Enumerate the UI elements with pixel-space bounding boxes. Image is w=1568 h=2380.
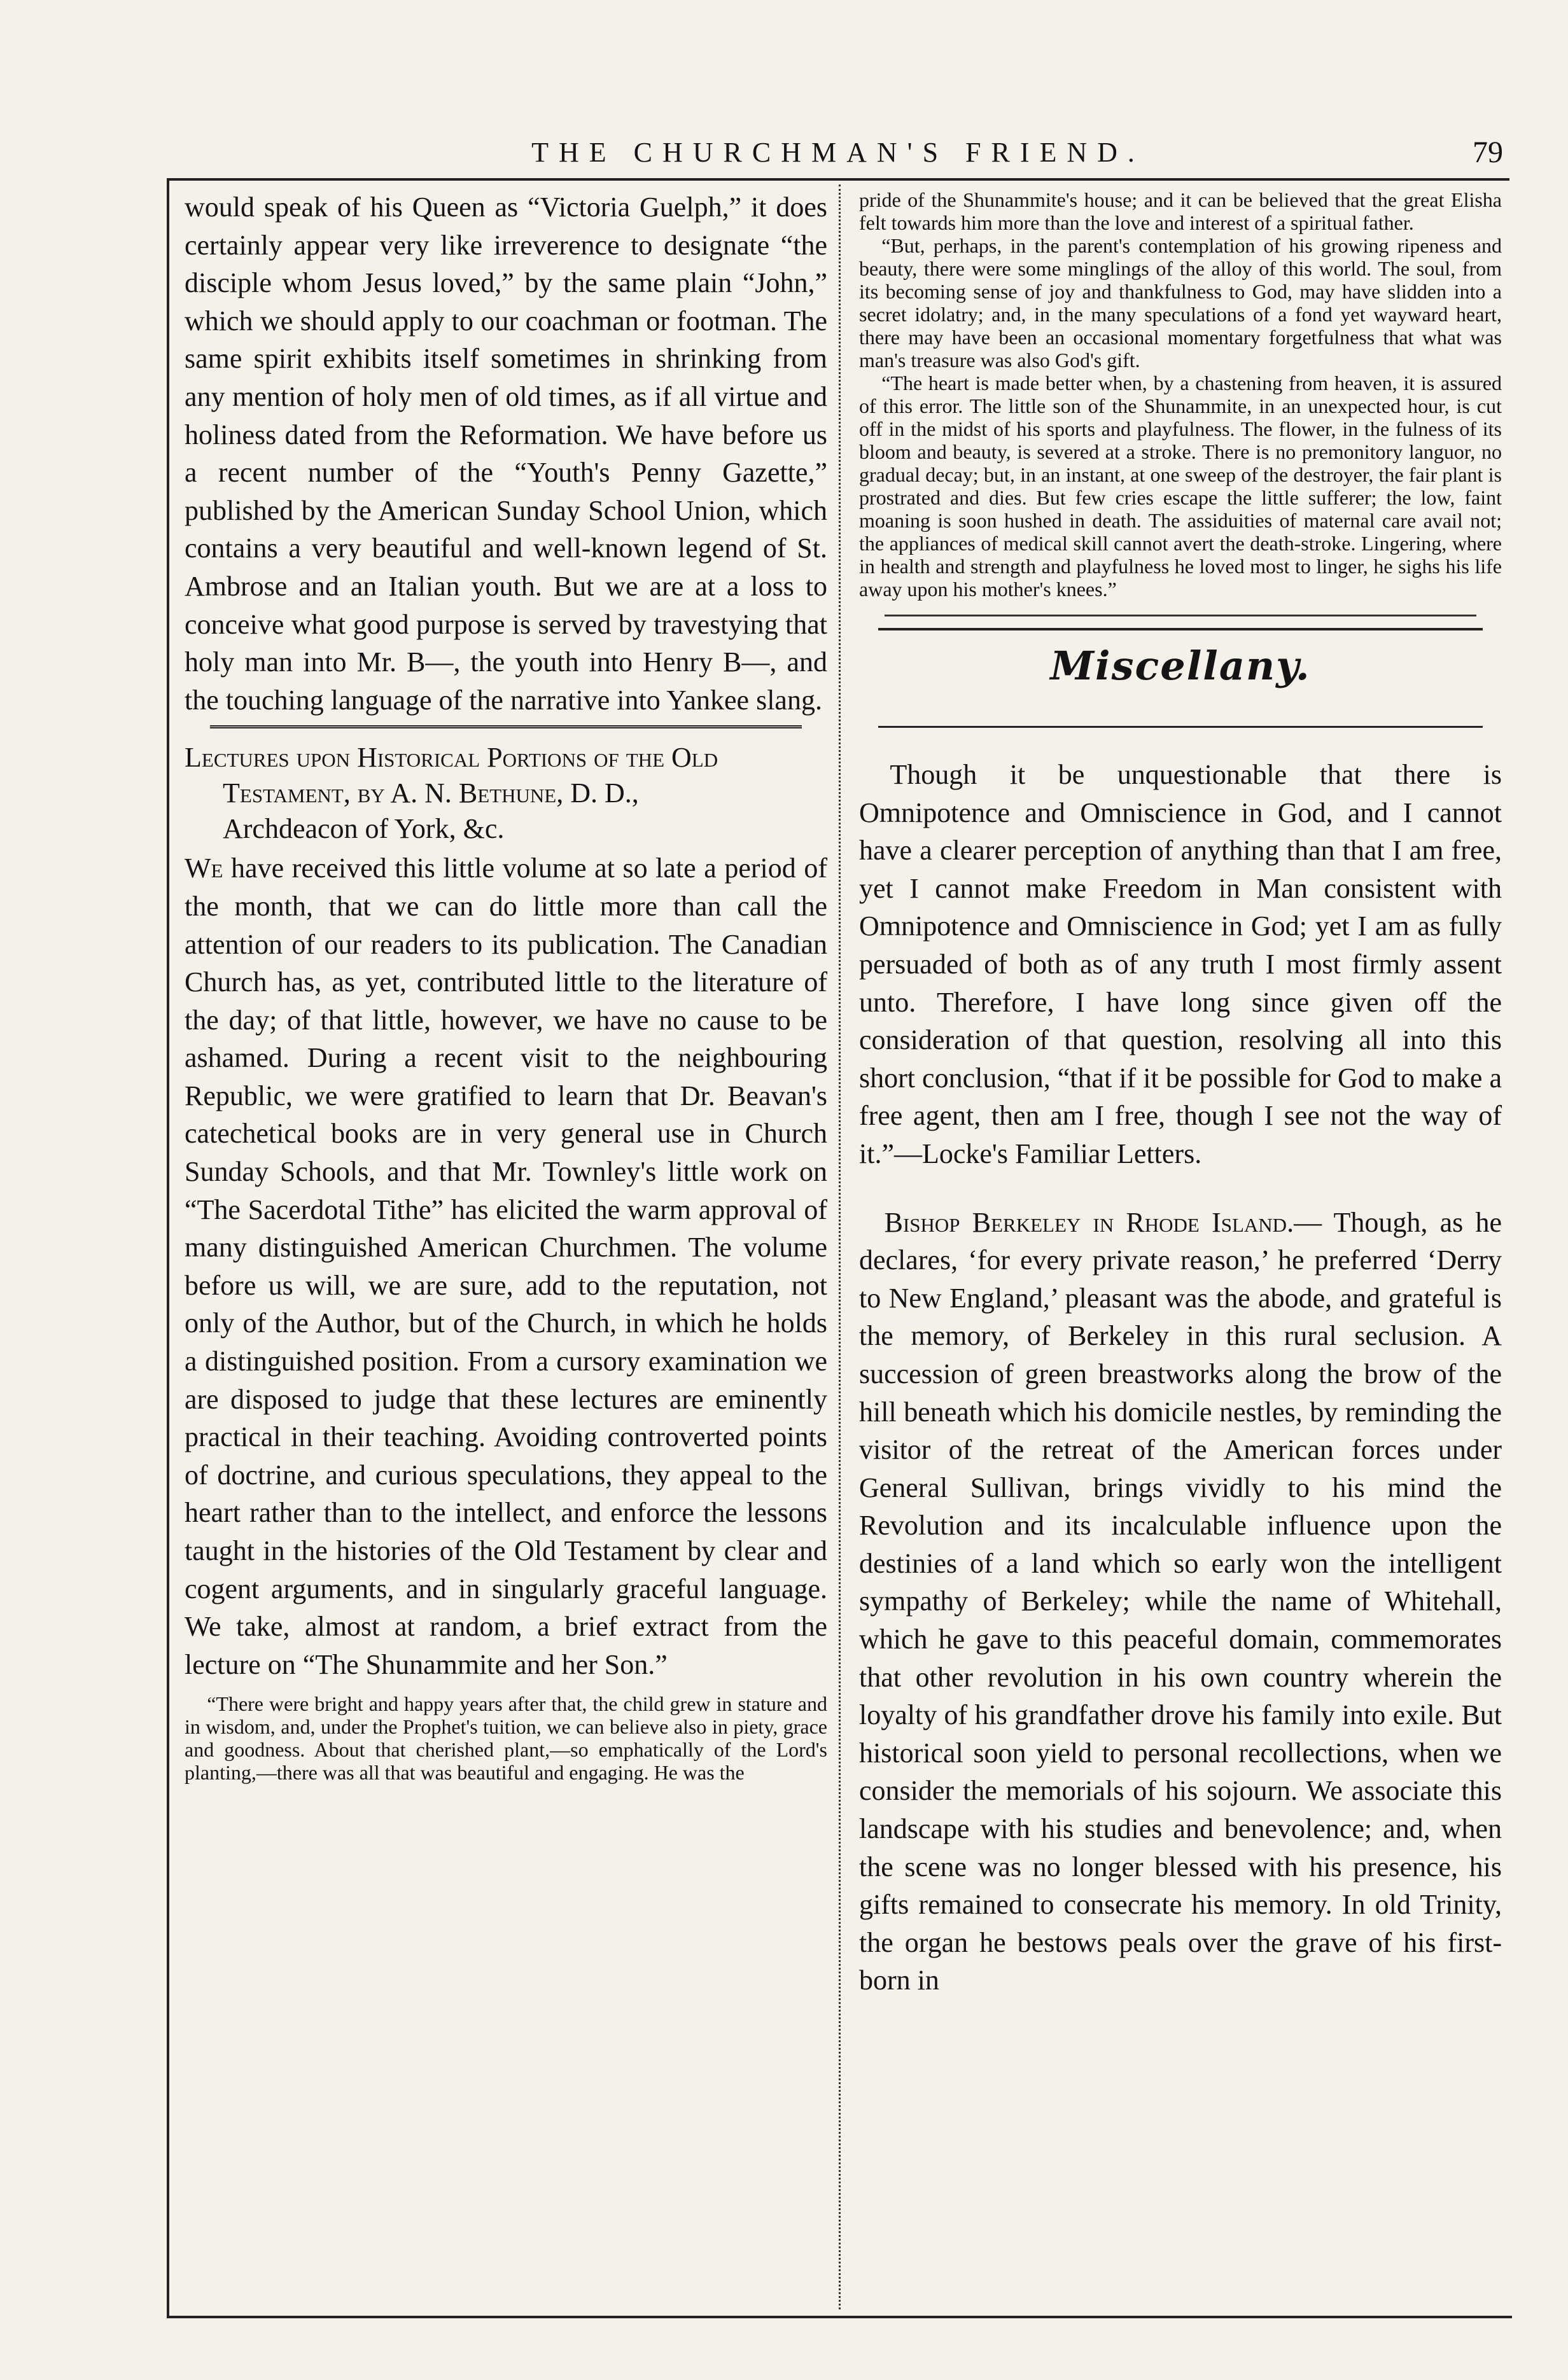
review-heading [185,740,827,847]
review-subtitle: Archdeacon of York, &c. [223,813,505,845]
column-rule [839,184,842,2309]
review-body [185,849,827,1683]
running-title: THE CHURCHMAN'S FRIEND. [531,137,1145,168]
section-divider-right [885,615,1476,616]
review-title: Lectures upon Historical Portions of the Old Testament, [185,742,718,809]
quote-paragraph-three: “The heart is made better when, by a chastening from heaven, it is assured of this error. The little son of the Shunammite, in an unexpected hour, is cut off in the midst of his sports and playfulness. The flower, in the fulness of its bloom and beauty, is severed at a stroke. There is no premonitory languor, no gradual decay; but, in an instant, at one sweep of the destroyer, the fair plant is prostrated and dies. But few cries escape the little sufferer; the low, faint moaning is soon hushed in death. The assiduities of maternal care avail not; the appliances of medical skill cannot avert the death-stroke. Lingering, where in health and strength and playfulness he loved most to linger, he sighs his life away upon his mother's knees.” [859,372,1502,601]
review-lead-word: We [185,852,223,884]
miscellany-berkeley [859,1204,1502,2000]
review-text: have received this little volume at so late a period of the month, that we can do little more than call the attention of our readers to its publication. The Canadian Church has, as yet, contributed little to the literature of the day; of that little, however, we have no cause to be ashamed. During a recent visit to the neighbouring Republic, we were gratified to learn that Dr. Beavan's catechetical books are in very general use in Church Sunday Schools, and that Mr. Townley's little work on “The Sacerdotal Tithe” has elicited the warm approval of many distinguished American Churchmen. The volume before us will, we are sure, add to the reputation, not only of the Author, but of the Church, in which he holds a distinguished position. From a cursory examination we are disposed to judge that these lectures are eminently practical in their teaching. Avoiding controverted points of doctrine, and curious speculations, they appeal to the heart rather than to the intellect, and enforce the lessons taught in the histories of the Old Testament by clear and cogent arguments, and in singularly graceful language. We take, almost at random, a brief extract from the lecture on “The Shunammite and her Son.” [185,852,827,1680]
quote-extract-continued: pride of the Shunammite's house; and it can be believed that the great Elisha felt towards him more than the love and interest of a spiritual father. [859,188,1502,234]
quote-paragraph-two: “But, perhaps, in the parent's contemplation of his growing ripeness and beauty, there were some minglings of the alloy of this world. The soul, from its becoming sense of joy and thankfulness to God, may have slidden into a secret idolatry; and, in the many speculations of a fond yet wayward heart, there may have been an occasional momentary forgetfulness that what was man's treasure was also God's gift. [859,234,1502,372]
berkeley-title: Bishop Berkeley in Rhode Island.— [884,1206,1322,1238]
right-column [859,188,1502,2000]
paragraph-gap [859,1173,1502,1204]
article-continuation: would speak of his Queen as “Victoria Guelph,” it does certainly appear very like irreverence to designate “the disciple whom Jesus loved,” by the same plain “John,” which we should apply to our coachman or footman. The same spirit exhibits itself sometimes in shrinking from any mention of holy men of old times, as if all virtue and holiness dated from the Reformation. We have before us a recent number of the “Youth's Penny Gazette,” published by the American Sunday School Union, which contains a very beautiful and well-known legend of St. Ambrose and an Italian youth. But we are at a loss to conceive what good purpose is served by travestying that holy man into Mr. B—, the youth into Henry B—, and the touching language of the narrative into Yankee slang. [185,191,827,716]
berkeley-text: Though, as he declares, ‘for every private reason,’ he preferred ‘Derry to New England,’ pleasant was the abode, and grateful is the memory, of Berkeley in this rural seclusion. A succession of green breastworks along the brow of the hill beneath which his domicile nestles, by reminding the visitor of the retreat of the American forces under General Sullivan, brings vividly to his mind the Revolution and its incalculable influence upon the destinies of a land which so early won the intelligent sympathy of Berkeley; while the name of Whitehall, which he gave to this peaceful domain, commemorates that other revolution in his own country wherein the loyalty of his grandfather drove his family into exile. But historical soon yield to personal recollections, when we consider the memorials of his sojourn. We associate this landscape with his studies and benevolence; and, when the scene was no longer blessed with his presence, his gifts remained to consecrate his memory. In old Trinity, the organ he bestows peals over the grave of his first-born in [859,1206,1502,1996]
section-divider [210,725,802,728]
left-column [185,188,827,1784]
miscellany-banner [878,628,1483,728]
section-title: Miscellany. [1050,643,1311,689]
quote-extract-start: “There were bright and happy years after that, the child grew in stature and in wisdom, and, under the Prophet's tuition, we can believe also in piety, grace and goodness. About that cherished plant,—so emphatically of the Lord's planting,—there was all that was beautiful and engaging. He was the [185,1692,827,1785]
review-author: by A. N. Bethune, D. D., [357,777,639,809]
miscellany-locke: Though it be unquestionable that there is Omnipotence and Omniscience in God, and I cannot have a clearer perception of anything than that I am free, yet I cannot make Freedom in Man consistent with Omnipotence and Omniscience in God; yet I am as fully persuaded of both as of any truth I most firmly assent unto. Therefore, I have long since given off the consideration of that question, resolving all into this short conclusion, “that if it be possible for God to make a free agent, then am I free, though I see not the way of it.”—Locke's Familiar Letters. [859,759,1502,1169]
page-header [167,127,1509,181]
page-number: 79 [1473,136,1503,169]
